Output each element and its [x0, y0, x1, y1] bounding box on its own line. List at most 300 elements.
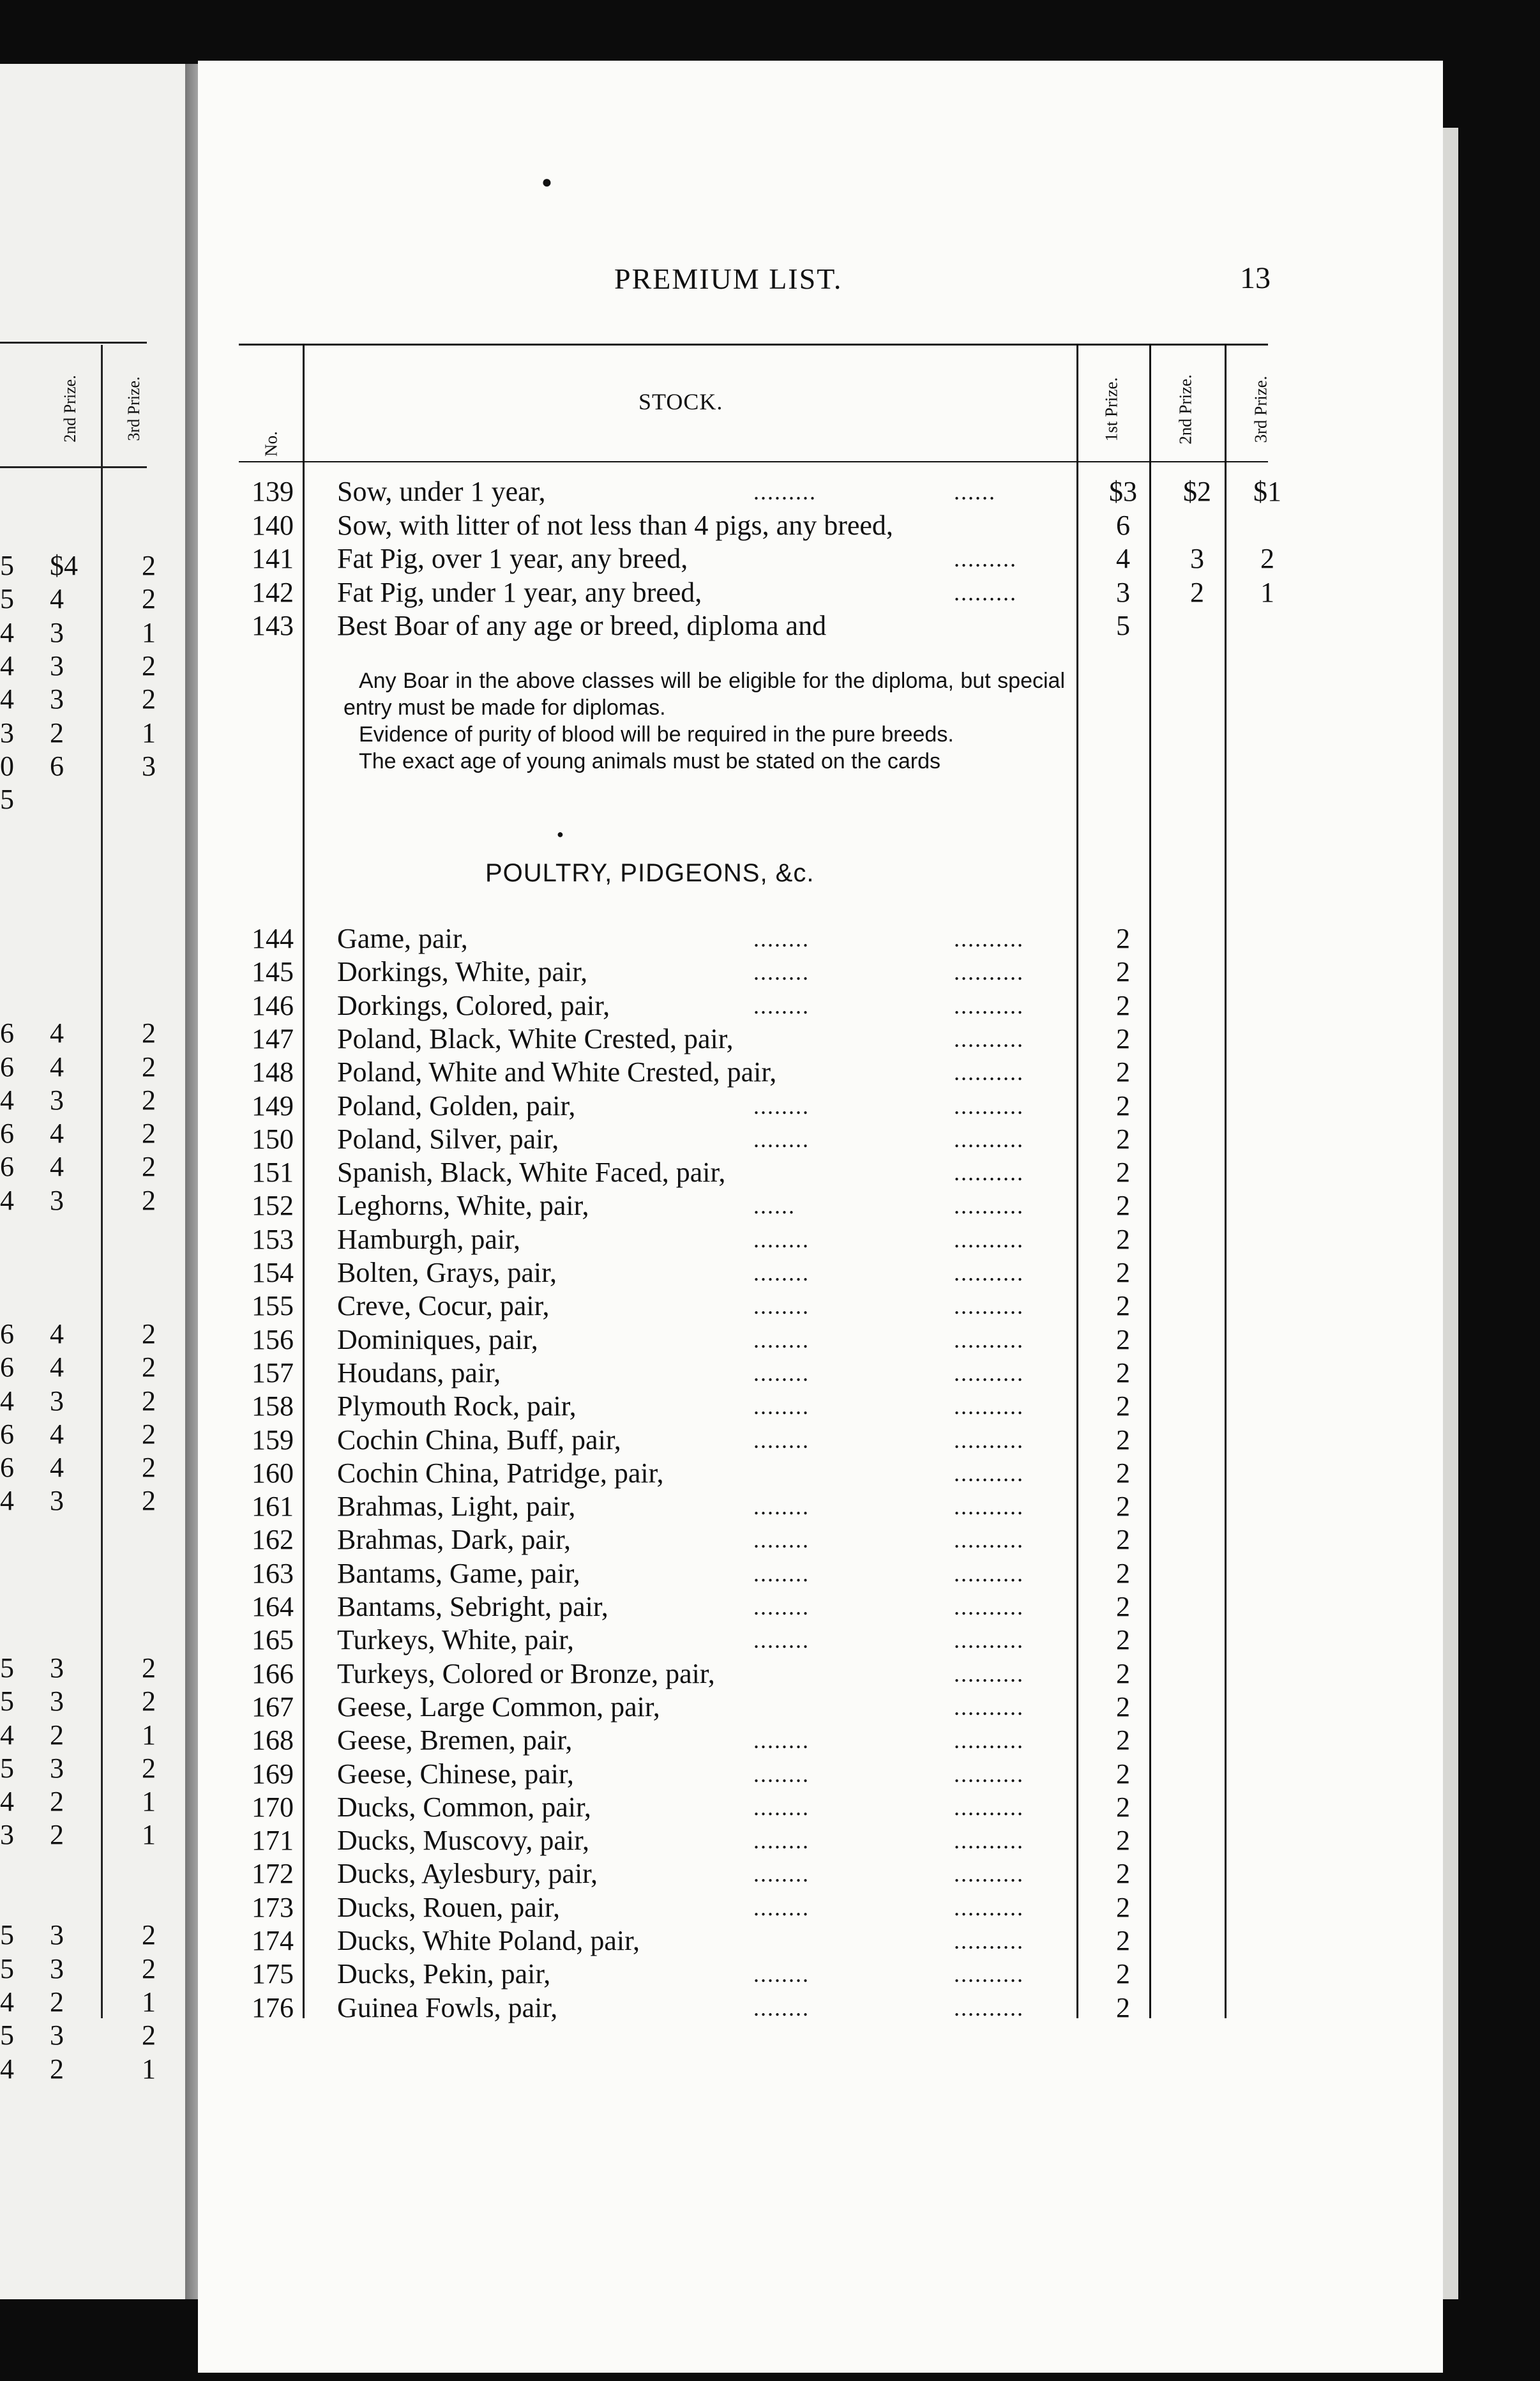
col-header-stock: STOCK.	[638, 389, 723, 415]
leader-dots: ..........	[954, 1861, 1024, 1887]
leader-dots: ..........	[954, 1560, 1024, 1586]
entry-number: 161	[252, 1491, 294, 1523]
table-row	[0, 609, 1277, 643]
left-cell: 3	[50, 1652, 64, 1684]
left-cell: 6	[0, 1318, 14, 1350]
first-prize: 2	[1116, 1825, 1130, 1857]
leader-dots: ........	[753, 1527, 810, 1553]
entry-description: Bantams, Sebright, pair,	[337, 1591, 608, 1622]
table-row	[0, 1189, 1277, 1222]
entry-number: 170	[252, 1791, 294, 1823]
left-cell: 2	[142, 1685, 156, 1717]
table-row	[0, 955, 1277, 989]
first-prize: 2	[1116, 1491, 1130, 1523]
table-row	[0, 1457, 1277, 1490]
table-row	[0, 1590, 1277, 1624]
entry-number: 174	[252, 1925, 294, 1956]
leader-dots: ..........	[954, 1394, 1024, 1420]
first-prize: 2	[1116, 1190, 1130, 1222]
first-prize: 2	[1116, 1257, 1130, 1288]
entry-number: 176	[252, 1991, 294, 2023]
left-cell: 4	[0, 1786, 14, 1818]
first-prize: 2	[1116, 1657, 1130, 1689]
entry-number: 155	[252, 1290, 294, 1322]
left-cell: 2	[142, 1418, 156, 1450]
second-prize: 3	[1190, 543, 1204, 574]
left-cell: 2	[142, 683, 156, 715]
entry-number: 167	[252, 1691, 294, 1723]
left-cell: 4	[0, 1184, 14, 1216]
first-prize: 3	[1116, 576, 1130, 608]
note-purity: Evidence of purity of blood will be required in the pure breeds.	[359, 722, 954, 747]
table-row	[0, 1256, 1277, 1289]
left-cell: 1	[142, 2053, 156, 2085]
ornament-dot: ●	[541, 172, 552, 192]
left-row	[0, 2053, 185, 2086]
first-prize: 2	[1116, 1290, 1130, 1322]
first-prize: 2	[1116, 1925, 1130, 1956]
left-cell: 3	[50, 1485, 64, 1517]
third-prize: $1	[1253, 476, 1281, 507]
leader-dots: ........	[753, 1327, 810, 1353]
left-cell: 4	[50, 1318, 64, 1350]
table-row	[0, 1924, 1277, 1958]
table-row	[0, 576, 1277, 609]
left-row	[0, 850, 185, 883]
table-row	[0, 1624, 1277, 1657]
leader-dots: ........	[753, 1226, 810, 1252]
left-cell: 4	[0, 1485, 14, 1517]
entry-number: 166	[252, 1657, 294, 1689]
left-top-rule	[0, 342, 147, 344]
first-prize: 2	[1116, 1223, 1130, 1255]
left-row	[0, 783, 185, 816]
leader-dots: ........	[753, 1394, 810, 1420]
first-prize: 2	[1116, 1691, 1130, 1723]
left-cell: 3	[50, 1752, 64, 1784]
entry-description: Turkeys, Colored or Bronze, pair,	[337, 1657, 715, 1689]
left-cell: 4	[50, 1452, 64, 1484]
entry-number: 147	[252, 1023, 294, 1054]
first-prize: 2	[1116, 1758, 1130, 1790]
table-row	[0, 1289, 1277, 1323]
left-cell: 4	[50, 1017, 64, 1049]
entry-description: Poland, Silver, pair,	[337, 1123, 559, 1155]
left-cell: 3	[0, 717, 14, 749]
table-row	[0, 1123, 1277, 1156]
leader-dots: ..........	[954, 1494, 1024, 1520]
first-prize: 2	[1116, 1157, 1130, 1189]
left-cell: 5	[0, 2020, 14, 2051]
leader-dots: .........	[954, 546, 1017, 572]
left-cell: 5	[0, 550, 14, 581]
left-cell: 2	[142, 1184, 156, 1216]
entry-description: Bolten, Grays, pair,	[337, 1257, 557, 1288]
table-row	[0, 1056, 1277, 1089]
table-row	[0, 475, 1281, 508]
left-cell: 3	[50, 683, 64, 715]
left-head-third: 3rd Prize.	[125, 376, 143, 441]
left-cell: 4	[50, 1051, 64, 1083]
left-cell: 3	[50, 1685, 64, 1717]
entry-description: Ducks, Muscovy, pair,	[337, 1825, 589, 1857]
left-cell: 3	[142, 750, 156, 782]
leader-dots: ........	[753, 1126, 810, 1152]
left-cell: 1	[142, 1719, 156, 1751]
leader-dots: ..........	[954, 1527, 1024, 1553]
table-row	[0, 1424, 1277, 1457]
table-row	[0, 1657, 1277, 1691]
entry-description: Poland, White and White Crested, pair,	[337, 1056, 777, 1088]
left-cell: 4	[50, 1351, 64, 1383]
left-cell: 2	[50, 717, 64, 749]
entry-description: Bantams, Game, pair,	[337, 1557, 580, 1589]
leader-dots: ..........	[954, 1627, 1024, 1654]
left-cell: 6	[50, 750, 64, 782]
table-row	[0, 1223, 1277, 1256]
table-row	[0, 1958, 1277, 1991]
col-header-second: 2nd Prize.	[1175, 374, 1195, 445]
entry-description: Ducks, Rouen, pair,	[337, 1891, 560, 1923]
leader-dots: ........	[753, 1761, 810, 1787]
left-cell: 2	[142, 1118, 156, 1150]
leader-dots: ..........	[954, 1327, 1024, 1353]
leader-dots: ........	[753, 1594, 810, 1620]
left-cell: 4	[0, 1385, 14, 1417]
entry-number: 146	[252, 989, 294, 1021]
entry-number: 175	[252, 1958, 294, 1990]
leader-dots: ..........	[954, 1160, 1024, 1186]
left-cell: 4	[50, 1118, 64, 1150]
left-cell: 3	[50, 1084, 64, 1116]
left-cell: 2	[142, 1318, 156, 1350]
table-row	[0, 509, 1277, 542]
first-prize: 2	[1116, 1591, 1130, 1622]
leader-dots: ........	[753, 1894, 810, 1921]
leader-dots: ..........	[954, 959, 1024, 985]
note-boar-diploma: Any Boar in the above classes will be eligible for the diploma, but special entry must be made for diplomas.	[343, 669, 1065, 720]
table-row	[0, 1523, 1277, 1556]
left-cell: 3	[50, 1184, 64, 1216]
leader-dots: ......	[753, 1193, 796, 1219]
leader-dots: ..........	[954, 1961, 1024, 1988]
leader-dots: ..........	[954, 1828, 1024, 1854]
entry-description: Ducks, White Poland, pair,	[337, 1925, 640, 1956]
entry-description: Leghorns, White, pair,	[337, 1190, 589, 1222]
left-cell: 2	[142, 583, 156, 615]
first-prize: 2	[1116, 989, 1130, 1021]
leader-dots: ........	[753, 1293, 810, 1320]
leader-dots: ..........	[954, 1293, 1024, 1320]
left-cell: 2	[142, 1351, 156, 1383]
entry-number: 172	[252, 1858, 294, 1890]
entry-number: 150	[252, 1123, 294, 1155]
left-head-rule	[0, 466, 147, 468]
leader-dots: ........	[753, 993, 810, 1019]
leader-dots: ..........	[954, 1995, 1024, 2021]
second-prize: $2	[1183, 476, 1211, 507]
left-cell: 3	[0, 1819, 14, 1851]
leader-dots: ..........	[954, 926, 1024, 952]
leader-dots: ........	[753, 1560, 810, 1586]
left-cell: 2	[142, 550, 156, 581]
left-cell: 1	[142, 717, 156, 749]
left-cell: 6	[0, 1051, 14, 1083]
table-row	[0, 989, 1277, 1023]
col-header-no: No.	[261, 431, 281, 457]
leader-dots: ..........	[954, 1193, 1024, 1219]
entry-number: 162	[252, 1524, 294, 1556]
left-cell: 0	[0, 750, 14, 782]
first-prize: 2	[1116, 1958, 1130, 1990]
left-row	[0, 717, 185, 750]
left-cell: 2	[142, 1385, 156, 1417]
leader-dots: ..........	[954, 1460, 1024, 1486]
left-cell: 4	[0, 1986, 14, 2018]
entry-number: 154	[252, 1257, 294, 1288]
first-prize: 2	[1116, 1991, 1130, 2023]
entry-number: 171	[252, 1825, 294, 1857]
table-row	[0, 1791, 1277, 1824]
leader-dots: ..........	[954, 1026, 1024, 1052]
left-row	[0, 750, 185, 783]
table-row	[0, 1857, 1277, 1890]
entry-description: Houdans, pair,	[337, 1357, 501, 1388]
left-cell: 2	[142, 2020, 156, 2051]
left-row	[0, 683, 185, 716]
page-edge	[1443, 128, 1458, 2299]
leader-dots: ........	[753, 1093, 810, 1119]
leader-dots: ........	[753, 1494, 810, 1520]
leader-dots: ..........	[954, 1427, 1024, 1453]
first-prize: 2	[1116, 1390, 1130, 1422]
leader-dots: ..........	[954, 1794, 1024, 1820]
entry-number: 143	[252, 610, 294, 641]
left-cell: 2	[50, 1719, 64, 1751]
first-prize: $3	[1109, 476, 1137, 507]
left-cell: 6	[0, 1452, 14, 1484]
entry-description: Brahmas, Dark, pair,	[337, 1524, 571, 1556]
entry-description: Sow, under 1 year,	[337, 476, 546, 507]
entry-description: Sow, with litter of not less than 4 pigs, any breed,	[337, 509, 893, 541]
left-cell: 2	[142, 1051, 156, 1083]
leader-dots: .........	[753, 479, 817, 505]
entry-number: 160	[252, 1457, 294, 1489]
entry-number: 145	[252, 956, 294, 988]
entry-description: Best Boar of any age or breed, diploma and	[337, 610, 827, 641]
left-cell: 5	[0, 1652, 14, 1684]
entry-number: 139	[252, 476, 294, 507]
entry-number: 168	[252, 1724, 294, 1756]
left-cell: 3	[50, 1952, 64, 1984]
entry-description: Poland, Golden, pair,	[337, 1090, 576, 1122]
left-cell: 5	[0, 1952, 14, 1984]
entry-number: 173	[252, 1891, 294, 1923]
leader-dots: ..........	[954, 1594, 1024, 1620]
left-head-second: 2nd Prize.	[61, 375, 79, 443]
leader-dots: ..........	[954, 1728, 1024, 1754]
first-prize: 2	[1116, 1791, 1130, 1823]
leader-dots: ........	[753, 1627, 810, 1654]
left-cell: 6	[0, 1151, 14, 1183]
entry-number: 158	[252, 1390, 294, 1422]
left-cell: 3	[50, 1385, 64, 1417]
leader-dots: ........	[753, 1828, 810, 1854]
left-cell: 2	[142, 1151, 156, 1183]
entry-description: Cochin China, Buff, pair,	[337, 1424, 621, 1456]
table-row	[0, 1156, 1277, 1189]
third-prize: 1	[1260, 576, 1274, 608]
left-cell: 2	[142, 1952, 156, 1984]
left-cell: 2	[50, 1819, 64, 1851]
left-cell: 2	[142, 1752, 156, 1784]
entry-description: Ducks, Aylesbury, pair,	[337, 1858, 598, 1890]
table-row	[0, 922, 1277, 955]
left-cell: 2	[142, 1452, 156, 1484]
left-cell: 6	[0, 1418, 14, 1450]
first-prize: 2	[1116, 956, 1130, 988]
entry-description: Geese, Bremen, pair,	[337, 1724, 573, 1756]
col-header-first: 1st Prize.	[1101, 377, 1121, 442]
stock-notes	[343, 667, 1065, 775]
first-prize: 2	[1116, 1524, 1130, 1556]
leader-dots: ........	[753, 1360, 810, 1386]
left-cell: 4	[0, 616, 14, 648]
leader-dots: ..........	[954, 1226, 1024, 1252]
entry-description: Ducks, Common, pair,	[337, 1791, 591, 1823]
entry-number: 141	[252, 543, 294, 574]
note-age: The exact age of young animals must be stated on the cards	[359, 749, 940, 773]
left-cell: 1	[142, 1986, 156, 2018]
table-row	[0, 1824, 1277, 1857]
left-cell: 2	[50, 2053, 64, 2085]
first-prize: 2	[1116, 1457, 1130, 1489]
entry-number: 142	[252, 576, 294, 608]
left-cell: 3	[50, 2020, 64, 2051]
table-row	[0, 1390, 1277, 1423]
entry-number: 163	[252, 1557, 294, 1589]
entry-number: 165	[252, 1624, 294, 1656]
entry-description: Fat Pig, over 1 year, any breed,	[337, 543, 688, 574]
leader-dots: ..........	[954, 993, 1024, 1019]
left-cell: 3	[50, 650, 64, 681]
left-cell: 4	[0, 2053, 14, 2085]
entry-number: 157	[252, 1357, 294, 1388]
entry-description: Game, pair,	[337, 923, 468, 954]
left-cell: 2	[50, 1986, 64, 2018]
leader-dots: ..........	[954, 1894, 1024, 1921]
entry-description: Plymouth Rock, pair,	[337, 1390, 577, 1422]
leader-dots: ..........	[954, 1060, 1024, 1086]
running-title: PREMIUM LIST.	[614, 262, 843, 295]
left-cell: 1	[142, 616, 156, 648]
first-prize: 2	[1116, 1357, 1130, 1388]
leader-dots: ........	[753, 1861, 810, 1887]
entry-number: 144	[252, 923, 294, 954]
first-prize: 5	[1116, 610, 1130, 641]
entry-description: Spanish, Black, White Faced, pair,	[337, 1157, 726, 1189]
leader-dots: ........	[753, 959, 810, 985]
table-top-rule	[239, 344, 1268, 346]
leader-dots: ........	[753, 926, 810, 952]
first-prize: 2	[1116, 1323, 1130, 1355]
entry-number: 151	[252, 1157, 294, 1189]
left-cell: 4	[50, 1418, 64, 1450]
first-prize: 6	[1116, 509, 1130, 541]
first-prize: 2	[1116, 1724, 1130, 1756]
first-prize: 2	[1116, 1424, 1130, 1456]
left-row	[0, 816, 185, 849]
left-cell: 4	[0, 1084, 14, 1116]
section-dot: ●	[557, 828, 564, 841]
second-prize: 2	[1190, 576, 1204, 608]
table-row	[0, 1891, 1277, 1924]
left-cell: 4	[50, 583, 64, 615]
leader-dots: ..........	[954, 1694, 1024, 1720]
col-header-third: 3rd Prize.	[1251, 376, 1271, 443]
entry-description: Brahmas, Light, pair,	[337, 1491, 576, 1523]
left-row	[0, 883, 185, 917]
first-prize: 2	[1116, 1557, 1130, 1589]
first-prize: 2	[1116, 1056, 1130, 1088]
entry-number: 152	[252, 1190, 294, 1222]
table-row	[0, 1758, 1277, 1791]
left-cell: 2	[50, 1786, 64, 1818]
table-row	[0, 1724, 1277, 1757]
left-cell: 4	[0, 1719, 14, 1751]
left-cell: $4	[50, 550, 78, 581]
entry-description: Dorkings, White, pair,	[337, 956, 588, 988]
entry-description: Hamburgh, pair,	[337, 1223, 521, 1255]
left-cell: 2	[142, 1084, 156, 1116]
entry-description: Creve, Cocur, pair,	[337, 1290, 550, 1322]
leader-dots: ..........	[954, 1661, 1024, 1687]
entry-description: Ducks, Pekin, pair,	[337, 1958, 551, 1990]
left-cell: 4	[50, 1151, 64, 1183]
table-row	[0, 1090, 1277, 1123]
left-cell: 1	[142, 1786, 156, 1818]
left-cell: 5	[0, 784, 14, 816]
table-row	[0, 542, 1277, 575]
leader-dots: ........	[753, 1961, 810, 1988]
left-cell: 4	[0, 683, 14, 715]
entry-description: Dorkings, Colored, pair,	[337, 989, 610, 1021]
entry-number: 153	[252, 1223, 294, 1255]
entry-description: Dominiques, pair,	[337, 1323, 538, 1355]
first-prize: 2	[1116, 1023, 1130, 1054]
page-number: 13	[1240, 261, 1271, 295]
leader-dots: ..........	[954, 1360, 1024, 1386]
left-cell: 4	[0, 650, 14, 681]
left-cell: 5	[0, 1752, 14, 1784]
table-row	[0, 1490, 1277, 1523]
leader-dots: ........	[753, 1794, 810, 1820]
left-cell: 6	[0, 1118, 14, 1150]
left-cell: 5	[0, 1919, 14, 1951]
section-title-poultry: POULTRY, PIDGEONS, &c.	[485, 859, 815, 887]
left-cell: 6	[0, 1017, 14, 1049]
left-cell: 6	[0, 1351, 14, 1383]
entry-description: Turkeys, White, pair,	[337, 1624, 574, 1656]
leader-dots: ..........	[954, 1761, 1024, 1787]
entry-number: 156	[252, 1323, 294, 1355]
leader-dots: .........	[954, 579, 1017, 605]
left-cell: 2	[142, 1485, 156, 1517]
left-cell: 2	[142, 1017, 156, 1049]
entry-number: 159	[252, 1424, 294, 1456]
entry-description: Fat Pig, under 1 year, any breed,	[337, 576, 702, 608]
leader-dots: ..........	[954, 1126, 1024, 1152]
